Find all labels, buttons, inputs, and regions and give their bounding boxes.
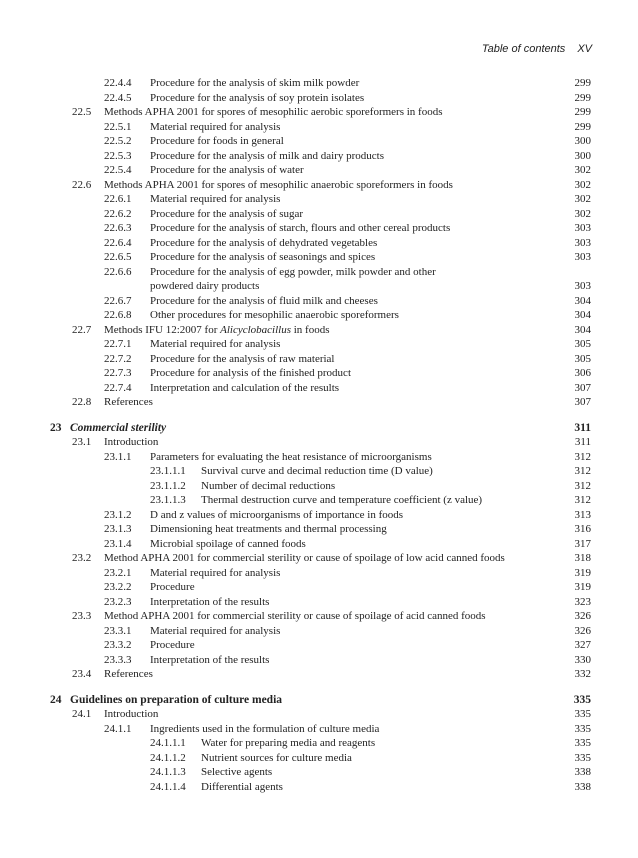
toc-entry-title: Commercial sterility: [70, 421, 167, 434]
toc-entry[interactable]: [0, 163, 638, 178]
toc-entry[interactable]: [0, 667, 638, 682]
toc-entry-number: 24.1.1.4: [150, 780, 186, 793]
toc-entry-continuation[interactable]: [0, 279, 638, 294]
toc-entry[interactable]: [0, 395, 638, 410]
toc-entry-number: 22.6: [72, 178, 92, 191]
toc-entry-number: 24.1.1.1: [150, 737, 186, 749]
toc-entry-page-number: 300: [574, 149, 591, 162]
toc-entry-number: 22.7: [72, 323, 92, 336]
toc-entry-title: Interpretation of the results: [150, 653, 270, 666]
toc-entry-title: Method APHA 2001 for commercial sterility or cause of spoilage of acid canned foods: [104, 610, 486, 622]
toc-entry-page-number: 335: [574, 708, 591, 720]
toc-entry-number: 23.2.3: [104, 595, 132, 608]
toc-entry-page-number: 305: [574, 352, 591, 365]
toc-entry-number: 22.5.1: [104, 120, 132, 133]
toc-entry[interactable]: [0, 508, 638, 523]
toc-entry[interactable]: [0, 722, 638, 737]
toc-entry-page-number: 317: [574, 537, 591, 550]
toc-entry[interactable]: [0, 337, 638, 352]
toc-entry-number: 23: [50, 421, 62, 434]
toc-entry-title: Procedure for the analysis of milk and dairy products: [150, 149, 384, 162]
toc-entry-number: 22.5.3: [104, 149, 132, 162]
toc-entry-number: 23.1.1: [104, 450, 132, 463]
toc-entry-title: Number of decimal reductions: [201, 479, 336, 492]
toc-entry-title: Interpretation and calculation of the results: [150, 381, 340, 394]
toc-entry[interactable]: [0, 323, 638, 338]
toc-entry-number: 24: [50, 693, 62, 706]
toc-entry-title: Procedure for the analysis of water: [150, 164, 304, 176]
toc-entry-title: Procedure for the analysis of raw material: [150, 352, 335, 365]
toc-entry-title: Material required for analysis: [150, 120, 281, 133]
toc-entry-page-number: 326: [574, 624, 591, 637]
toc-entry[interactable]: [0, 221, 638, 236]
toc-entry-title: Procedure for the analysis of seasonings and spices: [150, 251, 376, 263]
toc-entry-page-number: 305: [574, 338, 591, 350]
toc-entry-title: References: [104, 396, 153, 408]
toc-entry-title: Methods APHA 2001 for spores of mesophilic anaerobic sporeformers in foods: [104, 178, 453, 191]
toc-entry-page-number: 302: [574, 178, 591, 191]
toc-entry-number: 22.6.7: [104, 294, 132, 307]
toc-entry[interactable]: [0, 207, 638, 222]
toc-entry-number: 24.1.1.2: [150, 751, 186, 764]
toc-entry-title: Other procedures for mesophilic anaerobic sporeformers: [150, 309, 399, 321]
toc-entry-number: 23.1.2: [104, 508, 132, 521]
toc-entry-page-number: 326: [574, 610, 591, 622]
toc-entry[interactable]: [0, 105, 638, 120]
toc-entry-page-number: 311: [574, 436, 591, 448]
toc-entry-title: [104, 323, 329, 338]
toc-entry-page-number: 307: [574, 381, 591, 394]
toc-entry-title: Thermal destruction curve and temperature coefficient (z value): [201, 494, 483, 506]
toc-entry[interactable]: [0, 76, 638, 91]
toc-entry-number: 23.3.3: [104, 653, 132, 666]
toc-entry[interactable]: [0, 609, 638, 624]
toc-entry-number: 22.8: [72, 396, 92, 408]
toc-entry-title: Material required for analysis: [150, 193, 281, 205]
toc-entry-page-number: 299: [574, 91, 591, 104]
toc-entry-page-number: 338: [574, 780, 591, 793]
toc-entry-title: Introduction: [104, 436, 159, 448]
toc-entry-page-number: 303: [574, 251, 591, 263]
toc-entry-number: 24.1.1: [104, 722, 132, 735]
toc-entry-number: 23.1.1.1: [150, 465, 186, 477]
toc-entry-number: 23.3.2: [104, 639, 132, 651]
toc-entry[interactable]: [0, 120, 638, 135]
toc-entry-title: Nutrient sources for culture media: [201, 751, 352, 764]
toc-entry-page-number: 312: [574, 494, 591, 506]
toc-entry-number: 22.6.1: [104, 193, 132, 205]
toc-entry-page-number: 335: [573, 693, 591, 706]
toc-entry-title: Introduction: [104, 708, 159, 720]
toc-entry-page-number: 307: [574, 396, 591, 408]
toc-entry-title: Material required for analysis: [150, 338, 281, 350]
toc-entry-page-number: 335: [574, 722, 591, 735]
toc-entry-number: 23.2: [72, 552, 92, 564]
toc-entry-number: 22.4.4: [104, 77, 132, 89]
toc-entry[interactable]: [0, 493, 638, 508]
toc-entry-title: Ingredients used in the formulation of culture media: [150, 722, 380, 735]
toc-entry[interactable]: [0, 435, 638, 450]
toc-entry-number: 22.4.5: [104, 91, 132, 104]
toc-entry-title: Dimensioning heat treatments and thermal processing: [150, 523, 387, 535]
toc-entry-title: Procedure for the analysis of egg powder, milk powder and other: [150, 265, 436, 278]
toc-entry-number: 24.1: [72, 708, 92, 720]
toc-entry-page-number: 299: [574, 106, 591, 118]
toc-entry-title: Procedure for the analysis of starch, flours and other cereal products: [150, 222, 451, 234]
toc-entry[interactable]: [0, 653, 638, 668]
toc-entry-title: Selective agents: [201, 766, 273, 778]
toc-entry-page-number: 299: [574, 77, 591, 89]
toc-entry-page-number: 338: [574, 766, 591, 778]
toc-entry-page-number: 304: [574, 309, 591, 321]
toc-entry[interactable]: [0, 250, 638, 265]
toc-entry-number: 23.1.1.3: [150, 494, 186, 506]
toc-entry[interactable]: [0, 522, 638, 537]
toc-entry-page-number: 332: [574, 668, 591, 680]
toc-entry-title: Parameters for evaluating the heat resistance of microorganisms: [150, 450, 432, 463]
toc-entry-number: 22.7.4: [104, 381, 132, 394]
running-header: [482, 43, 592, 55]
toc-entry[interactable]: [0, 178, 638, 193]
toc-entry-title: Method APHA 2001 for commercial sterility or cause of spoilage of low acid canned foods: [104, 552, 505, 564]
toc-entry[interactable]: [0, 580, 638, 595]
toc-entry-number: 22.5.2: [104, 135, 132, 147]
toc-entry-title: Interpretation of the results: [150, 595, 270, 608]
toc-entry[interactable]: [0, 308, 638, 323]
section-gap: [0, 410, 638, 421]
toc-entry-page-number: 304: [574, 294, 591, 307]
table-of-contents: [0, 76, 638, 794]
toc-entry-number: 22.6.2: [104, 207, 132, 220]
toc-entry[interactable]: [0, 707, 638, 722]
toc-entry[interactable]: [0, 566, 638, 581]
toc-entry-page-number: 318: [574, 552, 591, 564]
toc-entry-title: Water for preparing media and reagents: [201, 737, 376, 749]
toc-entry-title: Procedure: [150, 581, 195, 593]
toc-chapter-entry[interactable]: [0, 693, 638, 708]
toc-entry-title: Methods APHA 2001 for spores of mesophilic aerobic sporeformers in foods: [104, 106, 443, 118]
toc-entry-number: 22.6.3: [104, 222, 132, 234]
toc-entry-number: 23.3: [72, 610, 92, 622]
toc-entry-number: 24.1.1.3: [150, 766, 186, 778]
toc-entry-title: References: [104, 668, 153, 680]
toc-entry-number: 23.1.3: [104, 523, 132, 535]
toc-entry-title: Procedure for foods in general: [150, 135, 284, 147]
toc-entry-number: 22.7.3: [104, 367, 132, 379]
toc-entry-page-number: 302: [574, 164, 591, 176]
toc-entry[interactable]: [0, 751, 638, 766]
toc-entry-title: Survival curve and decimal reduction time (D value): [201, 465, 433, 477]
toc-entry-number: 22.6.4: [104, 236, 132, 249]
toc-entry-page-number: 299: [574, 120, 591, 133]
toc-entry-number: 22.6.8: [104, 309, 132, 321]
toc-entry-page-number: 311: [574, 421, 591, 434]
toc-entry-title: Material required for analysis: [150, 624, 281, 637]
toc-entry[interactable]: [0, 236, 638, 251]
toc-entry-title: Procedure for the analysis of dehydrated vegetables: [150, 236, 378, 249]
toc-entry[interactable]: [0, 624, 638, 639]
toc-entry[interactable]: [0, 366, 638, 381]
toc-entry-number: 23.3.1: [104, 624, 132, 637]
toc-entry-number: 23.1.1.2: [150, 479, 186, 492]
toc-entry-number: 23.1.4: [104, 537, 132, 550]
toc-entry-title: Differential agents: [201, 780, 283, 793]
toc-entry[interactable]: [0, 765, 638, 780]
toc-entry-number: 22.5: [72, 106, 92, 118]
toc-entry[interactable]: [0, 464, 638, 479]
toc-entry-page-number: 335: [574, 751, 591, 764]
toc-entry-page-number: 312: [574, 450, 591, 463]
toc-entry-title: D and z values of microorganisms of importance in foods: [150, 508, 404, 521]
toc-entry-page-number: 303: [574, 236, 591, 249]
running-header-page-number: XV: [577, 43, 592, 55]
toc-entry[interactable]: [0, 294, 638, 309]
toc-entry-page-number: 319: [574, 581, 591, 593]
toc-entry-number: 22.5.4: [104, 164, 132, 176]
toc-entry-number: 22.6.5: [104, 251, 132, 263]
toc-entry-page-number: 319: [574, 566, 591, 579]
toc-entry-title: Procedure for the analysis of soy protein isolates: [150, 91, 365, 104]
toc-entry[interactable]: [0, 736, 638, 751]
toc-entry-page-number: 323: [574, 595, 591, 608]
toc-entry-number: 23.2.1: [104, 566, 132, 579]
toc-entry-number: 22.7.1: [104, 338, 132, 350]
toc-entry-page-number: 303: [574, 222, 591, 234]
toc-chapter-entry[interactable]: [0, 421, 638, 436]
toc-entry-page-number: 330: [574, 653, 591, 666]
toc-entry[interactable]: [0, 450, 638, 465]
toc-entry[interactable]: [0, 192, 638, 207]
toc-entry-page-number: 316: [574, 523, 591, 535]
toc-entry-title: Procedure for the analysis of skim milk powder: [150, 77, 360, 89]
toc-entry-title: Guidelines on preparation of culture media: [70, 693, 283, 706]
toc-entry-title: Material required for analysis: [150, 566, 281, 579]
toc-entry-title: Procedure for the analysis of fluid milk and cheeses: [150, 294, 378, 307]
toc-entry[interactable]: [0, 91, 638, 106]
toc-entry-page-number: 304: [574, 323, 591, 336]
toc-entry[interactable]: [0, 479, 638, 494]
toc-entry-page-number: 313: [574, 508, 591, 521]
toc-entry-title: Procedure for the analysis of sugar: [150, 207, 304, 220]
toc-entry[interactable]: [0, 134, 638, 149]
toc-entry[interactable]: [0, 381, 638, 396]
toc-entry-title-part: in foods: [290, 323, 330, 336]
toc-entry-title: Procedure: [150, 639, 195, 651]
toc-entry[interactable]: [0, 780, 638, 795]
toc-entry[interactable]: [0, 595, 638, 610]
toc-entry-number: 23.2.2: [104, 581, 132, 593]
toc-entry-page-number: 302: [574, 207, 591, 220]
running-header-section: Table of contents: [481, 43, 566, 55]
toc-entry-title: Microbial spoilage of canned foods: [150, 537, 306, 550]
toc-entry-page-number: 312: [574, 479, 591, 492]
toc-entry-number: 23.1: [72, 436, 92, 448]
toc-entry[interactable]: [0, 149, 638, 164]
toc-entry-number: 23.4: [72, 668, 92, 680]
toc-entry[interactable]: [0, 638, 638, 653]
toc-entry-title-part: Methods IFU 12:2007 for: [104, 323, 221, 336]
toc-entry[interactable]: [0, 551, 638, 566]
toc-entry[interactable]: [0, 352, 638, 367]
toc-entry-number: 22.6.6: [104, 265, 132, 278]
toc-entry-title: Procedure for analysis of the finished product: [150, 367, 351, 379]
toc-entry-page-number: 303: [574, 280, 591, 292]
toc-entry-page-number: 335: [574, 737, 591, 749]
toc-entry-page-number: 302: [574, 193, 591, 205]
toc-entry[interactable]: [0, 537, 638, 552]
section-gap: [0, 682, 638, 693]
toc-entry-title-italic: Alicyclobacillus: [220, 323, 291, 336]
toc-entry-page-number: 312: [574, 465, 591, 477]
toc-entry-page-number: 306: [574, 367, 591, 379]
toc-entry[interactable]: [0, 265, 638, 280]
toc-entry-page-number: 300: [574, 135, 591, 147]
toc-entry-page-number: 327: [574, 639, 591, 651]
toc-entry-title: powdered dairy products: [150, 280, 260, 292]
toc-entry-number: 22.7.2: [104, 352, 132, 365]
